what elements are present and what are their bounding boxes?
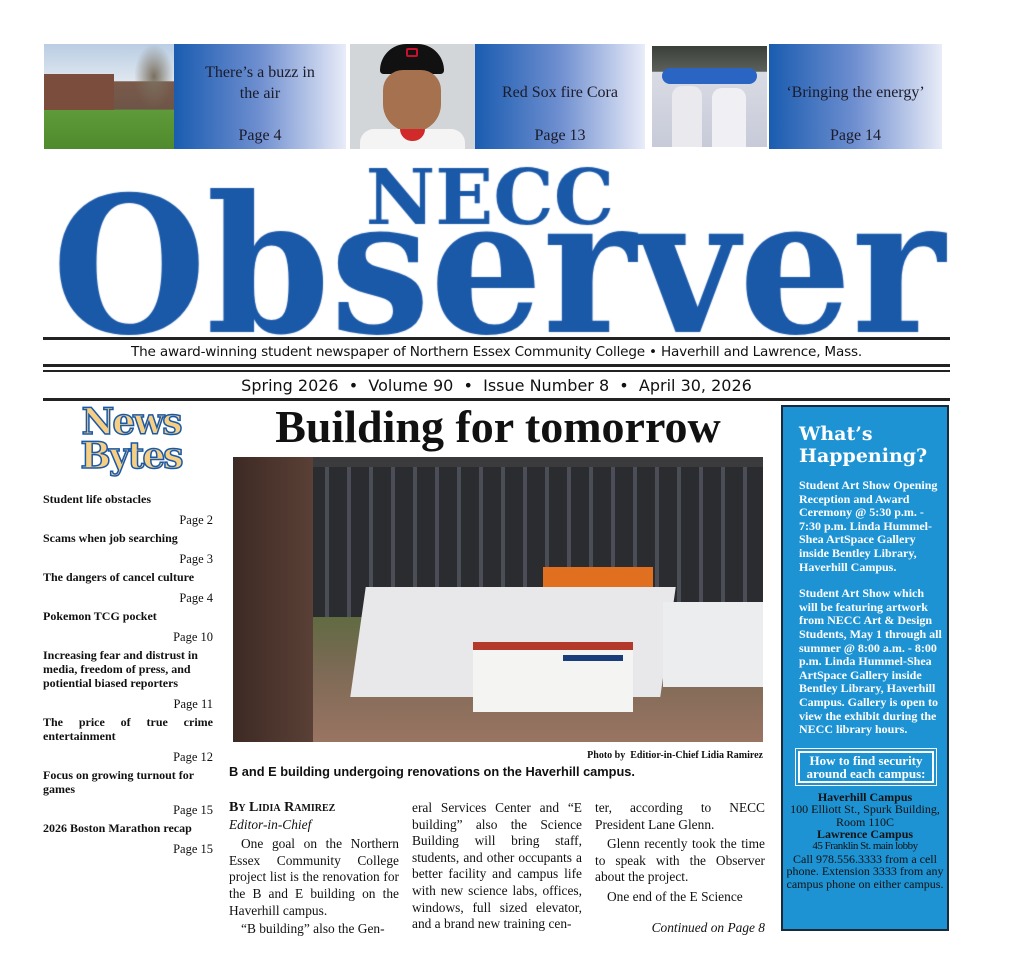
byline: By Lidia Ramirez [229, 800, 336, 815]
event-1: Student Art Show Opening Reception and Award Ceremony @ 5:30 p.m. - 7:30 p.m. Linda Hummel-Shea ArtSpace Gallery inside Bentley Library, Haverhill Campus. [799, 478, 938, 574]
newsbytes-page: Page 10 [173, 630, 213, 644]
article-column-3: ter, according to NECC President Lane Glenn. Glenn recently took the time to speak with the Observer about the project. One end of the E Science [595, 800, 765, 904]
whats-happening-box [781, 405, 949, 931]
newsbytes-item[interactable] [43, 821, 213, 857]
newsbytes-item[interactable] [43, 531, 213, 567]
campus-photo [44, 44, 174, 149]
newsbytes-item-title: The dangers of cancel culture [43, 570, 195, 584]
newsbytes-item[interactable] [43, 570, 213, 606]
newsbytes-item-title: Scams when job searching [43, 531, 178, 545]
article-column-1: By Lidia Ramirez Editor-in-Chief One goal on the Northern Essex Community College project list is the renovation for the B and E building on the Haverhill campus. “B building” also the Gen- [229, 800, 399, 937]
photo-caption: B and E building undergoing renovations on the Haverhill campus. [229, 764, 635, 779]
teaser-red-sox[interactable]: Red Sox fire Cora Page 13 [475, 44, 645, 149]
continued-link[interactable]: Continued on Page 8 [651, 920, 765, 935]
rule [43, 370, 950, 372]
newsbytes-item[interactable] [43, 768, 213, 818]
newsbytes-item[interactable] [43, 609, 213, 645]
tagline: The award-winning student newspaper of Northern Essex Community College • Haverhill and Lawrence, Mass. [131, 344, 862, 360]
newsbytes-page: Page 11 [173, 697, 213, 711]
masthead-logo [40, 148, 960, 338]
event-2: Student Art Show which will be featuring artwork from NECC Art & Design Students, May 1 through all summer @ 8:00 a.m. - 8:00 p.m. Linda Hummel-Shea ArtSpace Gallery inside Bentley Library, Haverhill Campus. Gallery is open to view the exhibit during the NECC library hours. [799, 586, 942, 737]
newsbytes-page: Page 15 [173, 842, 213, 856]
newsbytes-page: Page 4 [179, 591, 213, 605]
article-column-2: eral Services Center and “E building” also the Science Building will bring staff, students, and other occupants a better facility and campus life with new science labs, offices, windows, full sized elevator, and a brand new training cen- [412, 800, 582, 932]
newsbytes-item-title: The price of true crime entertainment [43, 715, 213, 743]
photo-credit: Photo by Editior-in-Chief Lidia Ramirez [587, 750, 763, 761]
teaser-energy[interactable]: ‘Bringing the energy’ Page 14 [769, 44, 942, 149]
construction-photo [233, 457, 763, 742]
newsbytes-item-title: Student life obstacles [43, 492, 151, 506]
newsbytes-item[interactable] [43, 492, 213, 528]
rule [43, 364, 950, 367]
newsbytes-page: Page 12 [173, 750, 213, 764]
newsbytes-item-title: 2026 Boston Marathon recap [43, 821, 192, 835]
newsbytes-logo: News Bytes [80, 401, 182, 477]
newsbytes-page: Page 2 [179, 513, 213, 527]
newsbytes-list [43, 492, 213, 860]
newsbytes-item-title: Pokemon TCG pocket [43, 609, 157, 623]
newsbytes-item[interactable] [43, 715, 213, 765]
teaser-buzz[interactable]: There’s a buzz in the air Page 4 [174, 44, 346, 149]
newsbytes-page: Page 3 [179, 552, 213, 566]
headline[interactable]: Building for tomorrow [275, 401, 721, 452]
issue-line: Spring 2026 • Volume 90 • Issue Number 8 • April 30, 2026 [241, 376, 752, 395]
rule [43, 337, 950, 340]
byline-role: Editor-in-Chief [229, 816, 312, 832]
newsbytes-item-title: Increasing fear and distrust in media, freedom of press, and potiential biased reporters [43, 648, 198, 690]
security-info: Haverhill Campus 100 Elliott St., Spurk Building, Room 110C Lawrence Campus 45 Franklin St. main lobby Call 978.556.3333 from a cell phone. Extension 3333 from any campus phone on either campus. [786, 789, 944, 891]
whats-happening-title: What’s Happening? [799, 423, 928, 467]
baseball-team-photo [652, 46, 767, 147]
newsbytes-item[interactable] [43, 648, 213, 712]
newsbytes-item-title: Focus on growing turnout for games [43, 768, 194, 796]
cora-photo [350, 44, 475, 149]
security-title: How to find security around each campus: [798, 751, 934, 783]
newsbytes-page: Page 15 [173, 803, 213, 817]
